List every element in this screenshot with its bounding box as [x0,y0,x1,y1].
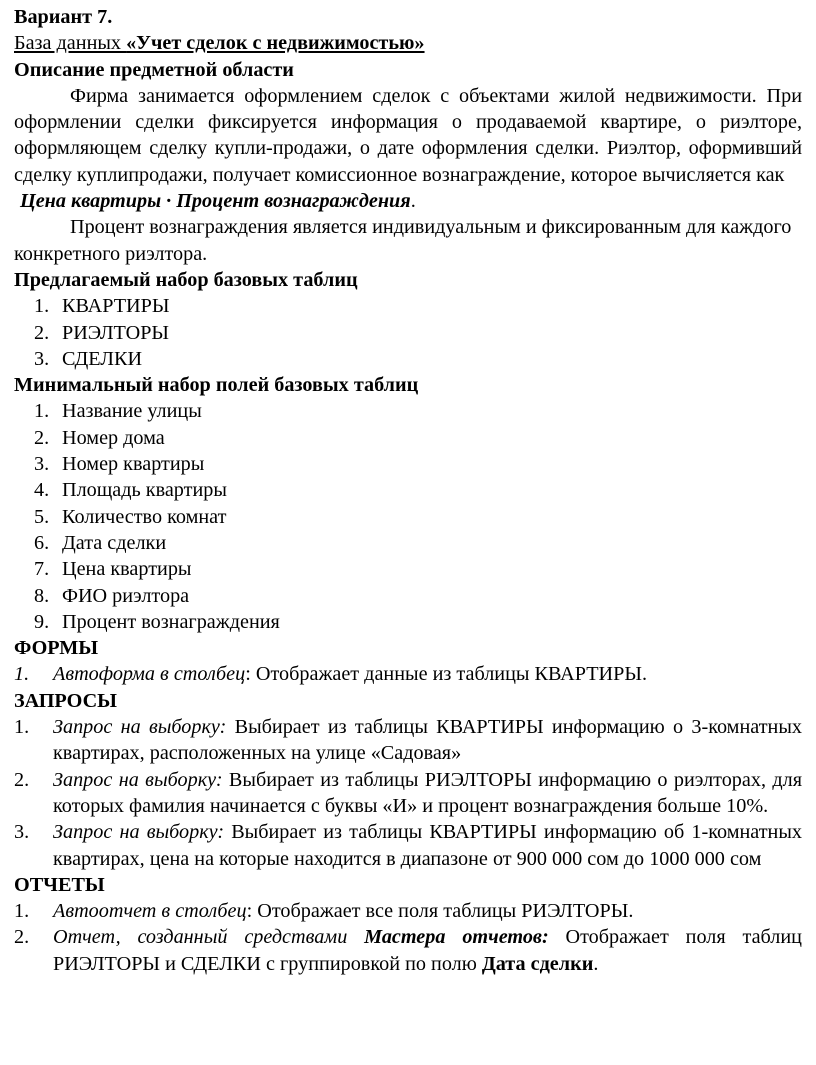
list-item: 2. Запрос на выборку: Выбирает из таблицы РИЭЛТОРЫ информацию о риэлторах, для которых фамилия начинается с буквы «И» и процент вознаграждения больше 10%. [14,768,803,817]
list-item: 1. Название улицы [34,400,202,423]
list-item: 8. ФИО риэлтора [34,584,190,607]
list-item: 1. Автоформа в столбец: Отображает данные из таблицы КВАРТИРЫ. [14,663,648,686]
queries-heading: ЗАПРОСЫ [14,689,117,712]
commission-paragraph: Процент вознаграждения является индивидуальным и фиксированным для каждого конкретного риэлтора. [14,216,792,265]
database-line [14,30,802,56]
reports-heading: ОТЧЕТЫ [14,873,105,896]
domain-heading: Описание предметной области [14,58,294,81]
database-name: «Учет сделок с недвижимостью» [126,32,425,55]
tables-list [14,293,802,372]
tables-heading: Предлагаемый набор базовых таблиц [14,268,358,291]
commission-formula [20,188,802,214]
fields-list [14,398,802,635]
list-item: 1. Запрос на выборку: Выбирает из таблицы КВАРТИРЫ информацию о 3-комнатных квартирах, расположенных на улице «Садовая» [14,716,802,765]
list-item: 3. СДЕЛКИ [34,347,143,370]
list-item: 9. Процент вознаграждения [34,610,280,633]
list-item: 7. Цена квартиры [34,558,192,581]
list-item: 2. Номер дома [34,426,165,449]
forms-list [14,661,802,687]
list-item: 1. КВАРТИРЫ [34,295,170,318]
list-item: 3. Запрос на выборку: Выбирает из таблицы КВАРТИРЫ информацию об 1-комнатных квартирах, цена на которые находится в диапазоне от 900 000 сом до 1000 000 сом [14,821,802,870]
variant-title: Вариант 7. [14,6,113,28]
list-item: 3. Номер квартиры [34,453,205,476]
domain-paragraph: Фирма занимается оформлением сделок с объектами жилой недвижимости. При оформлении сделки фиксируется информация о продаваемой квартире, о риэлторе, оформляющем сделку купли-продажи, о дате оформления сделки. Риэлтор, оформивший сделку куплипродажи, получает комиссионное вознаграждение, которое вычисляется как [14,84,802,186]
forms-heading: ФОРМЫ [14,637,99,660]
list-item: 4. Площадь квартиры [34,479,227,502]
formula-text: Цена квартиры · Процент вознаграждения [20,190,411,213]
queries-list [14,714,802,872]
database-prefix: База данных [14,32,127,55]
list-item: 2. РИЭЛТОРЫ [34,321,170,344]
list-item: 6. Дата сделки [34,531,167,554]
list-item: 2. Отчет, созданный средствами Мастера отчетов: Отображает поля таблиц РИЭЛТОРЫ и СДЕЛКИ с группировкой по полю Дата сделки. [14,926,802,975]
reports-list [14,898,802,977]
formula-end: . [410,190,416,213]
list-item: 1. Автоотчет в столбец: Отображает все поля таблицы РИЭЛТОРЫ. [14,900,634,923]
list-item: 5. Количество комнат [34,505,227,528]
fields-heading: Минимальный набор полей базовых таблиц [14,374,419,397]
